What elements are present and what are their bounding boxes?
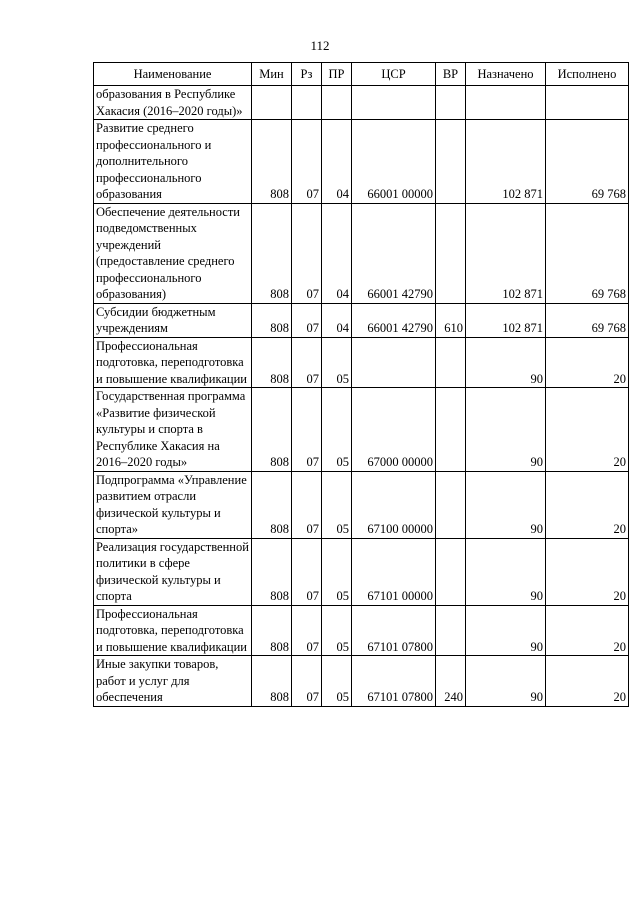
cell-executed: 20: [546, 337, 629, 388]
cell-csr: 67101 00000: [352, 538, 436, 605]
cell-executed: 20: [546, 538, 629, 605]
cell-min: 808: [252, 471, 292, 538]
cell-vr: 610: [436, 303, 466, 337]
cell-vr: [436, 605, 466, 656]
cell-pr: [322, 86, 352, 120]
cell-pr: 05: [322, 605, 352, 656]
table-row: [94, 86, 629, 120]
cell-executed: 20: [546, 388, 629, 472]
cell-rz: 07: [292, 120, 322, 204]
cell-csr: [352, 337, 436, 388]
header-executed: Исполнено: [546, 63, 629, 86]
cell-csr: 66001 42790: [352, 303, 436, 337]
cell-rz: 07: [292, 388, 322, 472]
cell-executed: [546, 86, 629, 120]
header-pr: ПР: [322, 63, 352, 86]
cell-rz: [292, 86, 322, 120]
cell-name: Развитие среднего профессионального и дополнительного профессионального образования: [94, 120, 252, 204]
cell-vr: [436, 203, 466, 303]
cell-name: Иные закупки товаров, работ и услуг для обеспечения: [94, 656, 252, 707]
table-row: [94, 538, 629, 605]
cell-executed: 20: [546, 471, 629, 538]
cell-pr: 04: [322, 120, 352, 204]
cell-csr: 67000 00000: [352, 388, 436, 472]
cell-min: 808: [252, 605, 292, 656]
cell-rz: 07: [292, 605, 322, 656]
header-min: Мин: [252, 63, 292, 86]
cell-min: 808: [252, 303, 292, 337]
header-vr: ВР: [436, 63, 466, 86]
cell-csr: 66001 42790: [352, 203, 436, 303]
cell-planned: 90: [466, 605, 546, 656]
cell-name: Государственная программа «Развитие физической культуры и спорта в Республике Хакасия на 2016–2020 годы»: [94, 388, 252, 472]
cell-min: [252, 86, 292, 120]
cell-rz: 07: [292, 471, 322, 538]
cell-rz: 07: [292, 337, 322, 388]
cell-pr: 04: [322, 303, 352, 337]
budget-table: [93, 62, 629, 707]
cell-planned: 102 871: [466, 303, 546, 337]
table-header-row: [94, 63, 629, 86]
cell-pr: 05: [322, 471, 352, 538]
table-row: [94, 337, 629, 388]
cell-min: 808: [252, 388, 292, 472]
cell-executed: 69 768: [546, 120, 629, 204]
cell-min: 808: [252, 120, 292, 204]
table-row: [94, 388, 629, 472]
cell-planned: 90: [466, 538, 546, 605]
cell-vr: [436, 86, 466, 120]
header-name: Наименование: [94, 63, 252, 86]
cell-rz: 07: [292, 538, 322, 605]
cell-name: Подпрограмма «Управление развитием отрасли физической культуры и спорта»: [94, 471, 252, 538]
cell-executed: 20: [546, 605, 629, 656]
cell-rz: 07: [292, 656, 322, 707]
table-row: [94, 303, 629, 337]
cell-name: Профессиональная подготовка, переподготовка и повышение квалификации: [94, 605, 252, 656]
cell-vr: [436, 337, 466, 388]
cell-pr: 04: [322, 203, 352, 303]
page-number: 112: [310, 38, 330, 53]
cell-vr: [436, 388, 466, 472]
cell-vr: 240: [436, 656, 466, 707]
cell-vr: [436, 471, 466, 538]
cell-rz: 07: [292, 303, 322, 337]
cell-vr: [436, 120, 466, 204]
cell-name: образования в Республике Хакасия (2016–2020 годы)»: [94, 86, 252, 120]
cell-planned: [466, 86, 546, 120]
cell-pr: 05: [322, 538, 352, 605]
header-rz: Рз: [292, 63, 322, 86]
table-row: [94, 203, 629, 303]
cell-planned: 90: [466, 471, 546, 538]
cell-min: 808: [252, 337, 292, 388]
cell-planned: 90: [466, 656, 546, 707]
table-row: [94, 120, 629, 204]
cell-pr: 05: [322, 656, 352, 707]
cell-vr: [436, 538, 466, 605]
table-row: [94, 471, 629, 538]
header-csr: ЦСР: [352, 63, 436, 86]
cell-min: 808: [252, 203, 292, 303]
cell-csr: 66001 00000: [352, 120, 436, 204]
cell-csr: [352, 86, 436, 120]
cell-csr: 67100 00000: [352, 471, 436, 538]
cell-name: Обеспечение деятельности подведомственных учреждений (предоставление среднего профессионального образования): [94, 203, 252, 303]
cell-pr: 05: [322, 388, 352, 472]
cell-planned: 90: [466, 388, 546, 472]
cell-min: 808: [252, 656, 292, 707]
cell-executed: 69 768: [546, 203, 629, 303]
cell-csr: 67101 07800: [352, 656, 436, 707]
cell-csr: 67101 07800: [352, 605, 436, 656]
table-row: [94, 605, 629, 656]
cell-min: 808: [252, 538, 292, 605]
header-planned: Назначено: [466, 63, 546, 86]
cell-name: Реализация государственной политики в сфере физической культуры и спорта: [94, 538, 252, 605]
cell-name: Субсидии бюджетным учреждениям: [94, 303, 252, 337]
cell-planned: 102 871: [466, 203, 546, 303]
cell-planned: 102 871: [466, 120, 546, 204]
cell-pr: 05: [322, 337, 352, 388]
cell-executed: 20: [546, 656, 629, 707]
cell-name: Профессиональная подготовка, переподготовка и повышение квалификации: [94, 337, 252, 388]
table-row: [94, 656, 629, 707]
cell-rz: 07: [292, 203, 322, 303]
cell-executed: 69 768: [546, 303, 629, 337]
cell-planned: 90: [466, 337, 546, 388]
